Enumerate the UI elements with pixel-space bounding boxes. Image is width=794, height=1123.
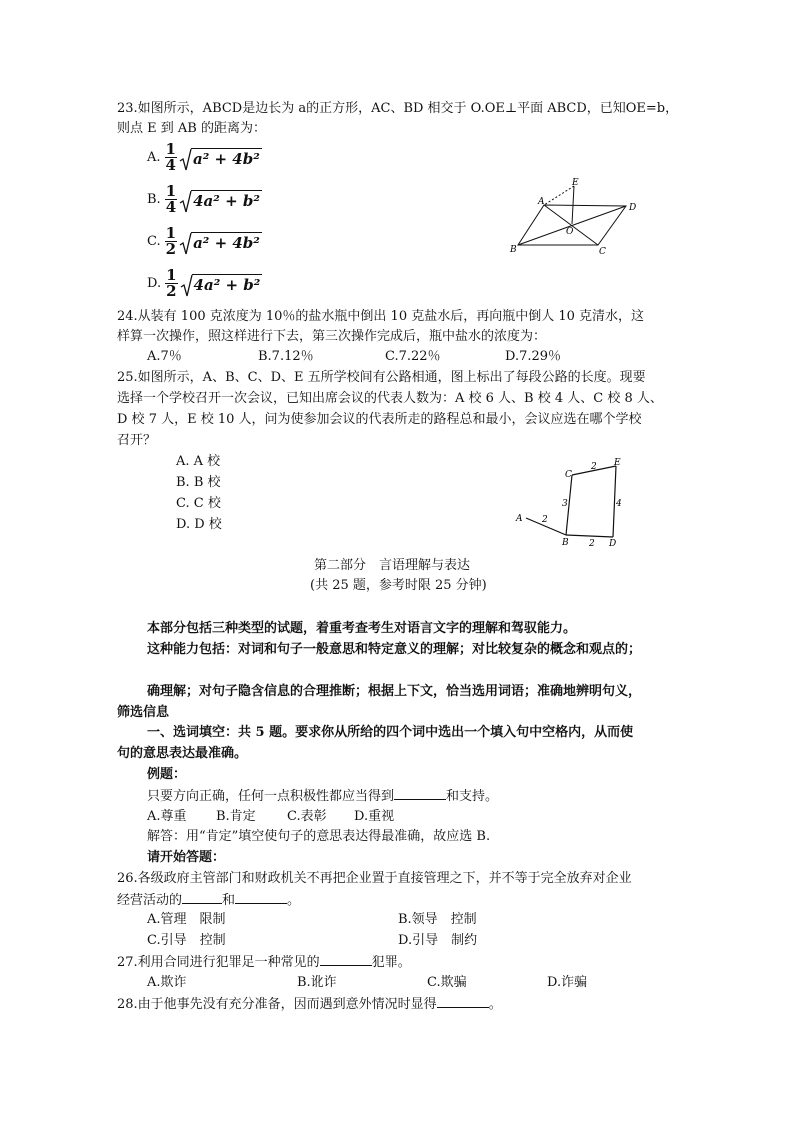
q27-stem-part-b: 犯罪。 <box>371 955 411 970</box>
sqrt-icon <box>179 232 192 256</box>
q23-radical <box>179 190 262 210</box>
q27-blank <box>320 953 372 966</box>
example-answer: 解答：用“肯定”填空使句子的意思表达得最准确，故应选 B. <box>147 829 491 844</box>
q28-blank <box>437 995 489 1008</box>
example-stem-part-a: 只要方向正确，任何一点积极性都应当得到 <box>147 789 395 804</box>
q23-numerator: 1 <box>165 182 177 200</box>
q23-option-b[interactable] <box>147 184 262 215</box>
q26-blank-1 <box>182 891 222 904</box>
q23-option-d[interactable] <box>147 268 262 299</box>
q25-label-a: A <box>516 514 523 524</box>
q26-stem-line1: 26.各级政府主管部门和财政机关不再把企业置于直接管理之下，并不等于完全放弃对企业 <box>117 871 632 886</box>
part2-subtitle: (共 25 题，参考时限 25 分钟) <box>310 578 487 593</box>
q26-option-c[interactable]: C.引导 控制 <box>147 933 226 948</box>
q27-stem <box>117 953 411 971</box>
example-label: 例题： <box>147 767 187 782</box>
example-option-b: B.肯定 <box>216 809 256 824</box>
q23-radicand: 4a² + b² <box>193 191 260 210</box>
q25-length-ed: 4 <box>616 499 622 509</box>
q25-stem-line2: 选择一个学校召开一次会议，已知出席会议的代表人数为：A 校 6 人、B 校 4 人、C 校 8 人、 <box>117 391 663 406</box>
q23-stem-line1: 23.如图所示，ABCD是边长为 a的正方形，AC、BD 相交于 O.OE⊥平面 ABCD，已知OE=b， <box>117 101 679 116</box>
q23-denominator: 4 <box>165 156 176 174</box>
part2-intro-line1: 本部分包括三种类型的试题，着重考查考生对语言文字的理解和驾驭能力。 <box>147 621 577 636</box>
sqrt-icon <box>179 190 192 214</box>
q23-figure <box>508 178 648 256</box>
q23-radical <box>180 274 263 294</box>
start-label: 请开始答题： <box>147 850 226 865</box>
q26-option-d[interactable]: D.引导 制约 <box>398 933 478 948</box>
q25-stem-line1: 25.如图所示，A、B、C、D、E 五所学校间有公路相通，图上标出了每段公路的长度。现要 <box>117 370 646 385</box>
q26-blank-2 <box>235 891 287 904</box>
q23-radical <box>179 148 262 168</box>
example-option-c: C.表彰 <box>287 809 327 824</box>
q24-option-a[interactable]: A.7％ <box>147 349 182 364</box>
section1-heading-line2: 句的意思表达最准确。 <box>117 746 248 761</box>
q25-label-c: C <box>565 470 572 480</box>
q23-option-c[interactable] <box>147 226 262 257</box>
example-blank <box>394 787 446 800</box>
q25-length-ce: 2 <box>591 462 597 472</box>
q23-fraction <box>165 142 177 173</box>
q23-diagonal-ac <box>544 205 598 245</box>
q25-option-c[interactable]: C. C 校 <box>176 496 221 511</box>
q23-numerator: 1 <box>165 140 176 158</box>
q27-option-c[interactable]: C.欺骗 <box>427 975 467 990</box>
q25-length-bd: 2 <box>589 539 595 549</box>
q27-option-b[interactable]: B.讹诈 <box>297 975 337 990</box>
sqrt-icon <box>179 148 192 172</box>
q23-label-e: E <box>572 178 579 188</box>
q23-denominator: 2 <box>166 282 177 300</box>
q26-stem-part-a: 经营活动的 <box>117 893 183 908</box>
section1-heading-line1: 一、选词填空：共 5 题。要求你从所给的四个词中选出一个填入句中空格内，从而使 <box>147 725 634 740</box>
part2-intro-line4: 筛选信息 <box>117 705 170 720</box>
q26-stem-part-b: 和 <box>222 893 236 908</box>
q25-length-cb: 3 <box>562 499 568 509</box>
q25-stem-line3: D 校 7 人，E 校 10 人，问为使参加会议的代表所走的路程总和最小，会议应选在哪个学校 <box>117 412 642 427</box>
q26-stem-line2 <box>117 891 300 909</box>
q24-option-d[interactable]: D.7.29％ <box>505 349 562 364</box>
q23-radicand: 4a² + b² <box>193 275 261 294</box>
q23-diagonal-bd <box>518 206 626 245</box>
q25-option-b[interactable]: B. B 校 <box>176 475 221 490</box>
q23-option-a[interactable] <box>147 142 262 173</box>
sqrt-icon <box>180 274 193 298</box>
q24-stem-line1: 24.从装有 100 克浓度为 10％的盐水瓶中倒出 10 克盐水后，再向瓶中倒人 10 克清水，这 <box>117 309 645 324</box>
q25-option-a[interactable]: A. A 校 <box>176 454 221 469</box>
q23-label-c: C <box>599 247 606 256</box>
q23-denominator: 4 <box>165 198 177 216</box>
q27-stem-part-a: 27.利用合同进行犯罪足一种常见的 <box>117 955 320 970</box>
example-option-a: A.尊重 <box>147 809 187 824</box>
q23-denominator: 2 <box>165 240 177 258</box>
q26-option-a[interactable]: A.管理 限制 <box>147 912 226 927</box>
q23-option-label: B. <box>147 192 161 207</box>
q23-numerator: 1 <box>165 224 177 242</box>
q23-radicand: a² + 4b² <box>192 149 260 168</box>
q23-label-a: A <box>538 197 545 207</box>
q25-label-d: D <box>609 539 617 549</box>
q23-radical <box>179 232 262 252</box>
q26-option-b[interactable]: B.领导 控制 <box>398 912 477 927</box>
part2-title: 第二部分 言语理解与表达 <box>314 558 471 573</box>
q25-length-ab: 2 <box>542 515 548 525</box>
q23-segment-ea <box>544 186 574 205</box>
q26-stem-part-c: 。 <box>287 893 301 908</box>
q24-stem-line2: 样算一次操作，照这样进行下去，第三次操作完成后，瓶中盐水的浓度为： <box>117 329 547 344</box>
q24-option-b[interactable]: B.7.12％ <box>258 349 314 364</box>
q28-stem-part-b: 。 <box>488 997 502 1012</box>
example-option-d: D.重视 <box>354 809 395 824</box>
q23-fraction <box>165 226 177 257</box>
q25-label-e: E <box>614 458 621 468</box>
q25-label-b: B <box>562 538 569 548</box>
part2-intro-line3: 确理解；对句子隐含信息的合理推断；根据上下文，恰当选用词语；准确地辨明句义， <box>147 684 642 699</box>
q23-numerator: 1 <box>166 266 177 284</box>
q25-option-d[interactable]: D. D 校 <box>176 517 222 532</box>
q27-option-d[interactable]: D.诈骗 <box>547 975 588 990</box>
example-stem-part-b: 和支持。 <box>446 789 499 804</box>
q23-fraction <box>165 184 177 215</box>
q23-fraction <box>165 268 177 299</box>
q23-option-label: A. <box>147 150 161 165</box>
example-stem <box>147 787 498 805</box>
q23-option-label: C. <box>147 234 161 249</box>
q27-option-a[interactable]: A.欺诈 <box>147 975 187 990</box>
q23-option-label: D. <box>147 276 162 291</box>
q23-stem-line2: 则点 E 到 AB 的距离为： <box>117 121 266 136</box>
q25-stem-line4: 召开？ <box>117 433 157 448</box>
q28-stem <box>117 995 502 1013</box>
q23-label-b: B <box>510 245 517 255</box>
part2-intro-line2: 这种能力包括：对词和句子一般意思和特定意义的理解；对比较复杂的概念和观点的； <box>147 642 642 657</box>
q24-option-c[interactable]: C.7.22％ <box>385 349 441 364</box>
q25-figure <box>512 457 632 549</box>
q23-label-o: O <box>566 227 574 237</box>
q28-stem-part-a: 28.由于他事先没有充分准备，因而遇到意外情况时显得 <box>117 997 437 1012</box>
q25-road-bd <box>566 535 613 537</box>
q23-label-d: D <box>629 203 637 213</box>
q23-radicand: a² + 4b² <box>193 233 260 252</box>
